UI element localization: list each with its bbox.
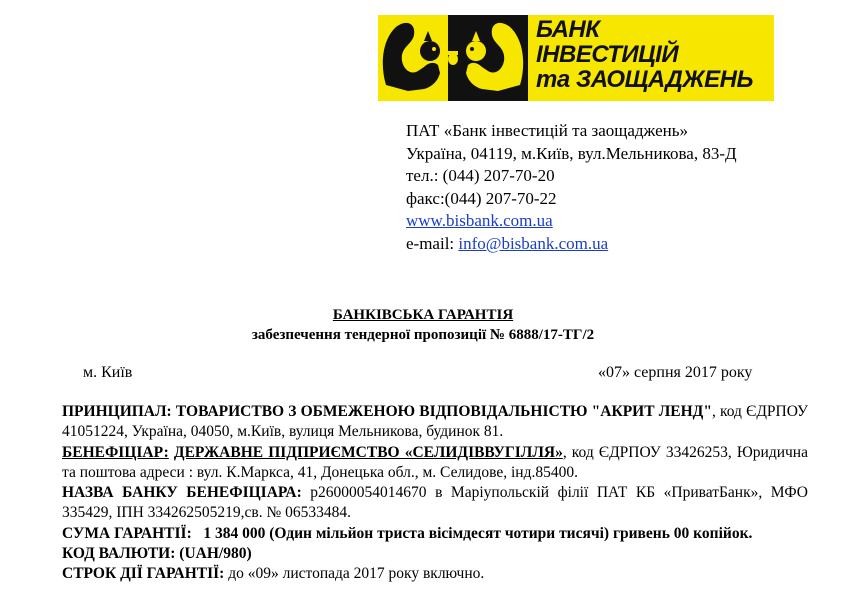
term-value: до «09» листопада 2017 року включно.	[224, 565, 485, 583]
logo-text	[536, 17, 753, 92]
bank-phone: тел.: (044) 207-70-20	[406, 166, 555, 185]
email-label: e-mail:	[406, 233, 459, 253]
currency-paragraph	[62, 544, 808, 564]
principal-name: ТОВАРИСТВО З ОБМЕЖЕНОЮ ВІДПОВІДАЛЬНІСТЮ "АКРИТ ЛЕНД"	[175, 403, 712, 420]
document-title: БАНКІВСЬКА ГАРАНТІЯ	[332, 307, 514, 323]
guarantee-body	[62, 402, 808, 585]
squirrel-logo-icon	[378, 15, 528, 101]
beneficiary-label: БЕНЕФІЦІАР:	[62, 443, 169, 461]
place: м. Київ	[83, 364, 133, 381]
email-link[interactable]: info@bisbank.com.ua	[458, 233, 609, 253]
beneficiary-bank-paragraph	[62, 483, 808, 524]
term-label: СТРОК ДІЇ ГАРАНТІЇ:	[62, 565, 225, 583]
document-date: «07» серпня 2017 року	[598, 364, 753, 381]
logo-line-3: та ЗАОЩАДЖЕНЬ	[536, 66, 753, 93]
currency-value: (UAH/980)	[175, 545, 252, 563]
bank-logo	[378, 15, 774, 101]
principal-paragraph	[62, 402, 808, 443]
term-paragraph	[62, 564, 808, 584]
beneficiary-name: ДЕРЖАВНЕ ПІДПРИЄМСТВО «СЕЛИДІВВУГІЛЛЯ»	[173, 443, 563, 461]
principal-details: , код ЄДРПОУ 41051224, Україна, 04050, м.Київ, вулиця Мельникова, будинок 81.	[62, 403, 809, 441]
bank-contacts	[406, 120, 737, 255]
bank-name: ПАТ «Банк інвестицій та заощаджень»	[406, 121, 688, 140]
beneficiary-bank-label: НАЗВА БАНКУ БЕНЕФІЦІАРА:	[62, 484, 302, 502]
logo-line-1: БАНК	[536, 16, 600, 43]
bank-address: Україна, 04119, м.Київ, вул.Мельникова, 83-Д	[406, 143, 737, 163]
principal-label: ПРИНЦИПАЛ:	[62, 403, 172, 420]
amount-label: СУМА ГАРАНТІЇ:	[62, 524, 192, 542]
currency-label: КОД ВАЛЮТИ:	[62, 545, 176, 563]
beneficiary-details: , код ЄДРПОУ 33426253, Юридична та поштова адреси : вул. К.Маркса, 41, Донецька обл., м. Селидове, інд.85400.	[62, 443, 808, 481]
beneficiary-paragraph	[62, 443, 808, 484]
document-subtitle: забезпечення тендерної пропозиції № 6888/17-ТГ/2	[251, 327, 595, 343]
amount-value: 1 384 000 (Один мільйон триста вісімдесят чотири тисячі) гривень 00 копійок.	[203, 524, 753, 542]
website-link[interactable]: www.bisbank.com.ua	[406, 211, 553, 230]
bank-fax: факс:(044) 207-70-22	[406, 188, 557, 208]
amount-paragraph	[62, 524, 808, 544]
beneficiary-bank-details: р26000054014670 в Маріупольскій філії ПАТ КБ «ПриватБанк», МФО 335429, ІПН 334262505219,св. № 06533484.	[62, 484, 808, 522]
logo-line-2: ІНВЕСТИЦІЙ	[536, 41, 679, 68]
